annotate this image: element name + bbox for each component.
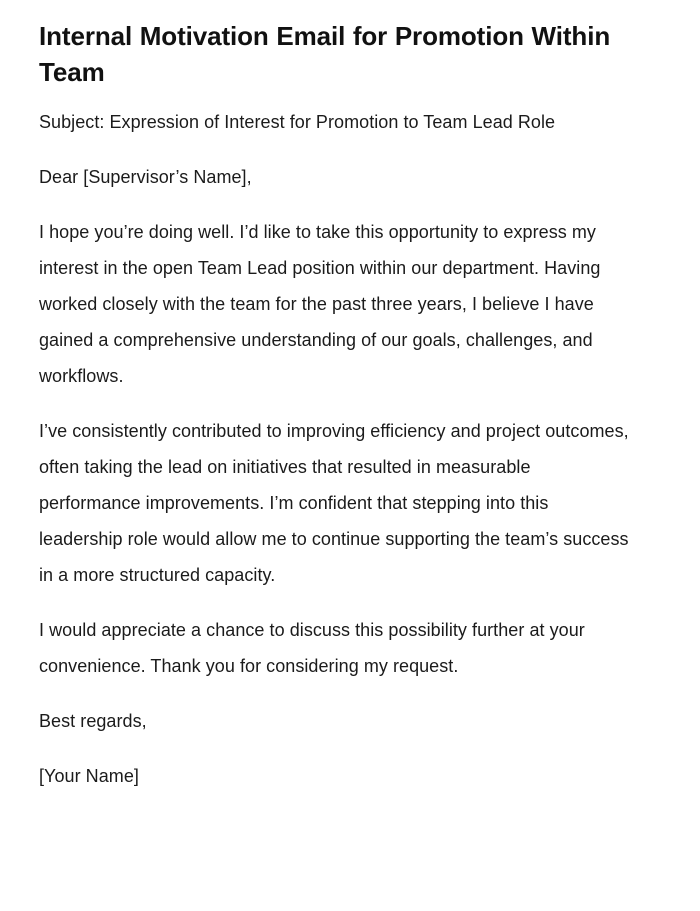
opening-paragraph: I hope you’re doing well. I’d like to take this opportunity to express my interest in the open Team Lead position within our department. Having worked closely with the team for the past three years, I believe I have gained a comprehensive understanding of our goals, challenges, and workflows. [39,222,601,386]
qualifications-paragraph: I’ve consistently contributed to improving efficiency and project outcomes, often taking the lead on initiatives that resulted in measurable performance improvements. I’m confident that stepping into this leadership role would allow me to continue supporting the team’s success in a more structured capacity. [39,421,629,585]
subject-line: Subject: Expression of Interest for Promotion to Team Lead Role [39,112,556,132]
signature-name: [Your Name] [39,766,139,786]
email-body [39,104,635,794]
email-template-article [39,18,635,794]
sign-off: Best regards, [39,711,147,731]
salutation: Dear [Supervisor’s Name], [39,167,252,187]
page-title: Internal Motivation Email for Promotion Within Team [39,21,611,87]
closing-request-paragraph: I would appreciate a chance to discuss this possibility further at your convenience. Thank you for considering my request. [39,620,585,676]
